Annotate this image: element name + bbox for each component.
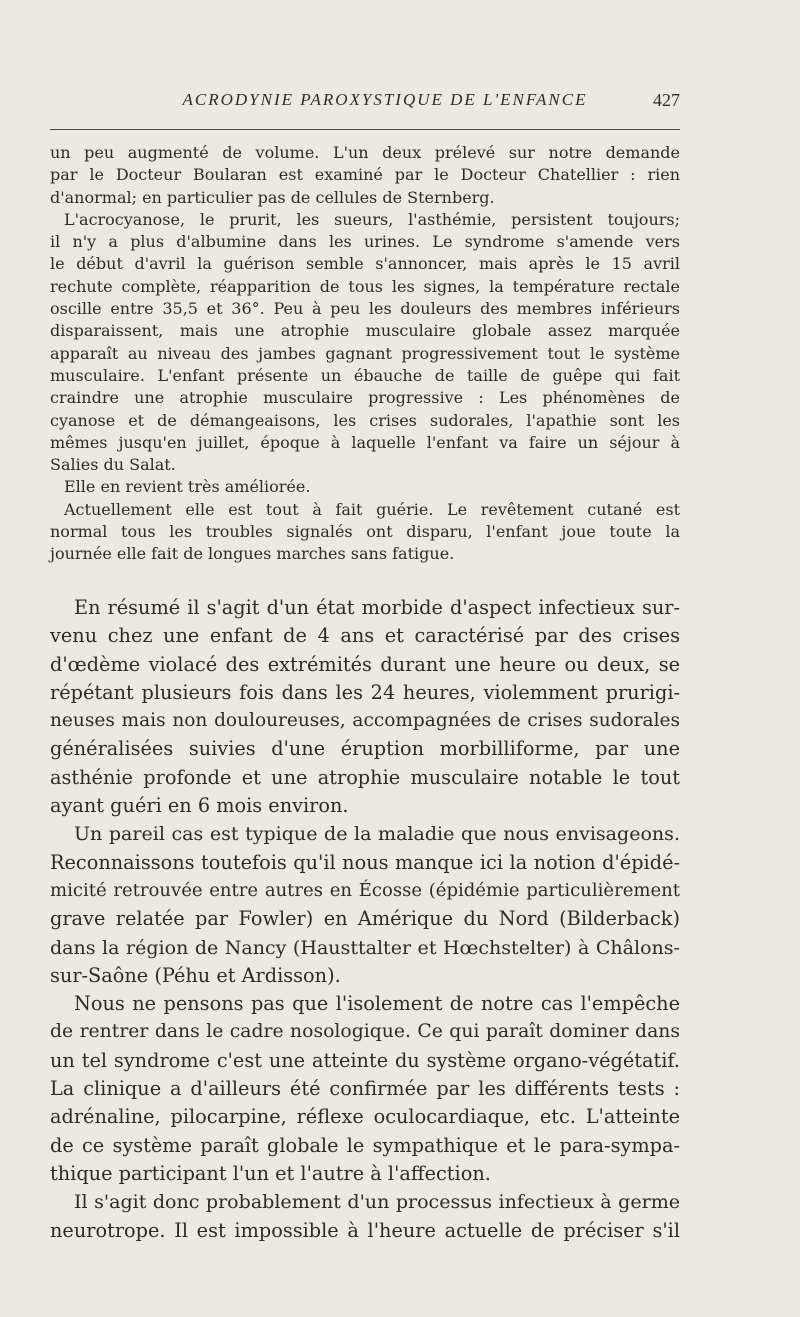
running-title: ACRODYNIE PAROXYSTIQUE DE L'ENFANCE: [182, 90, 588, 109]
text-line: venu chez une enfant de 4 ans et caractérisé par des crises: [50, 624, 680, 648]
text-line: adrénaline, pilocarpine, réflexe oculocardiaque, etc. L'atteinte: [50, 1105, 680, 1129]
text-line: musculaire. L'enfant présente un ébauche de taille de guêpe qui fait: [50, 365, 680, 385]
text-line: La clinique a d'ailleurs été confirmée par les différents tests :: [50, 1077, 680, 1101]
text-line: oscille entre 35,5 et 36°. Peu à peu les douleurs des membres inférieurs: [50, 299, 680, 319]
text-line: d'anormal; en particulier pas de cellules de Sternberg.: [50, 187, 495, 207]
text-line: mêmes jusqu'en juillet, époque à laquelle l'enfant va faire un séjour à: [50, 432, 680, 452]
case-report-text: [50, 142, 680, 566]
text-line: thique participant l'un et l'autre à l'affection.: [50, 1161, 491, 1185]
text-line: cyanose et de démangeaisons, les crises sudorales, l'apathie sont les: [50, 410, 680, 430]
text-line: journée elle fait de longues marches sans fatigue.: [50, 544, 455, 564]
text-line: Nous ne pensons pas que l'isolement de notre cas l'empêche: [74, 992, 680, 1016]
text-line: En résumé il s'agit d'un état morbide d'aspect infectieux sur-: [74, 596, 680, 619]
text-line: généralisées suivies d'une éruption morbilliforme, par une: [50, 737, 680, 761]
text-line: de ce système paraît globale le sympathique et le para-sympa-: [50, 1133, 680, 1157]
summary-text: [50, 594, 680, 1245]
text-line: Reconnaissons toutefois qu'il nous manque ici la notion d'épidé-: [50, 850, 680, 874]
text-line: apparaît au niveau des jambes gagnant progressivement tout le système: [50, 343, 680, 363]
text-line: micité retrouvée entre autres en Écosse (épidémie particulièrement: [50, 879, 680, 901]
text-line: par le Docteur Boularan est examiné par le Docteur Chatellier : rien: [50, 165, 680, 185]
text-line: normal tous les troubles signalés ont disparu, l'enfant joue toute la: [50, 522, 680, 542]
running-head: [50, 88, 680, 118]
text-line: rechute complète, réapparition de tous les signes, la température rectale: [50, 276, 680, 296]
text-line: un peu augmenté de volume. L'un deux prélevé sur notre demande: [50, 143, 680, 162]
text-line: un tel syndrome c'est une atteinte du système organo-végétatif.: [50, 1048, 680, 1072]
text-line: d'œdème violacé des extrémités durant une heure ou deux, se: [50, 652, 680, 676]
text-line: disparaissent, mais une atrophie musculaire globale assez marquée: [50, 321, 680, 341]
text-line: répétant plusieurs fois dans les 24 heures, violemment prurigi-: [50, 680, 680, 704]
text-line: ayant guéri en 6 mois environ.: [50, 794, 349, 818]
text-line: Il s'agit donc probablement d'un processus infectieux à germe: [74, 1191, 680, 1214]
text-line: Elle en revient très améliorée.: [64, 477, 311, 497]
text-line: grave relatée par Fowler) en Amérique du Nord (Bilderback): [50, 907, 680, 931]
header-rule: [50, 129, 680, 130]
text-line: L'acrocyanose, le prurit, les sueurs, l'asthémie, persistent toujours;: [64, 209, 680, 229]
text-line: neuses mais non douloureuses, accompagnées de crises sudorales: [50, 710, 680, 732]
text-line: craindre une atrophie musculaire progressive : Les phénomènes de: [50, 388, 680, 408]
text-line: Un pareil cas est typique de la maladie que nous envisageons.: [74, 823, 680, 846]
text-line: dans la région de Nancy (Hausttalter et Hœchstelter) à Châlons-: [50, 936, 680, 959]
text-line: neurotrope. Il est impossible à l'heure actuelle de préciser s'il: [50, 1218, 680, 1242]
text-line: le début d'avril la guérison semble s'annoncer, mais après le 15 avril: [50, 254, 680, 274]
text-line: asthénie profonde et une atrophie musculaire notable le tout: [50, 765, 680, 789]
text-line: il n'y a plus d'albumine dans les urines. Le syndrome s'amende vers: [50, 232, 680, 252]
text-line: Actuellement elle est tout à fait guérie. Le revêtement cutané est: [64, 499, 680, 519]
text-line: de rentrer dans le cadre nosologique. Ce qui paraît dominer dans: [50, 1021, 680, 1043]
page-number: 427: [653, 90, 680, 110]
text-line: Salies du Salat.: [50, 455, 176, 475]
text-line: sur-Saône (Péhu et Ardisson).: [50, 963, 341, 987]
